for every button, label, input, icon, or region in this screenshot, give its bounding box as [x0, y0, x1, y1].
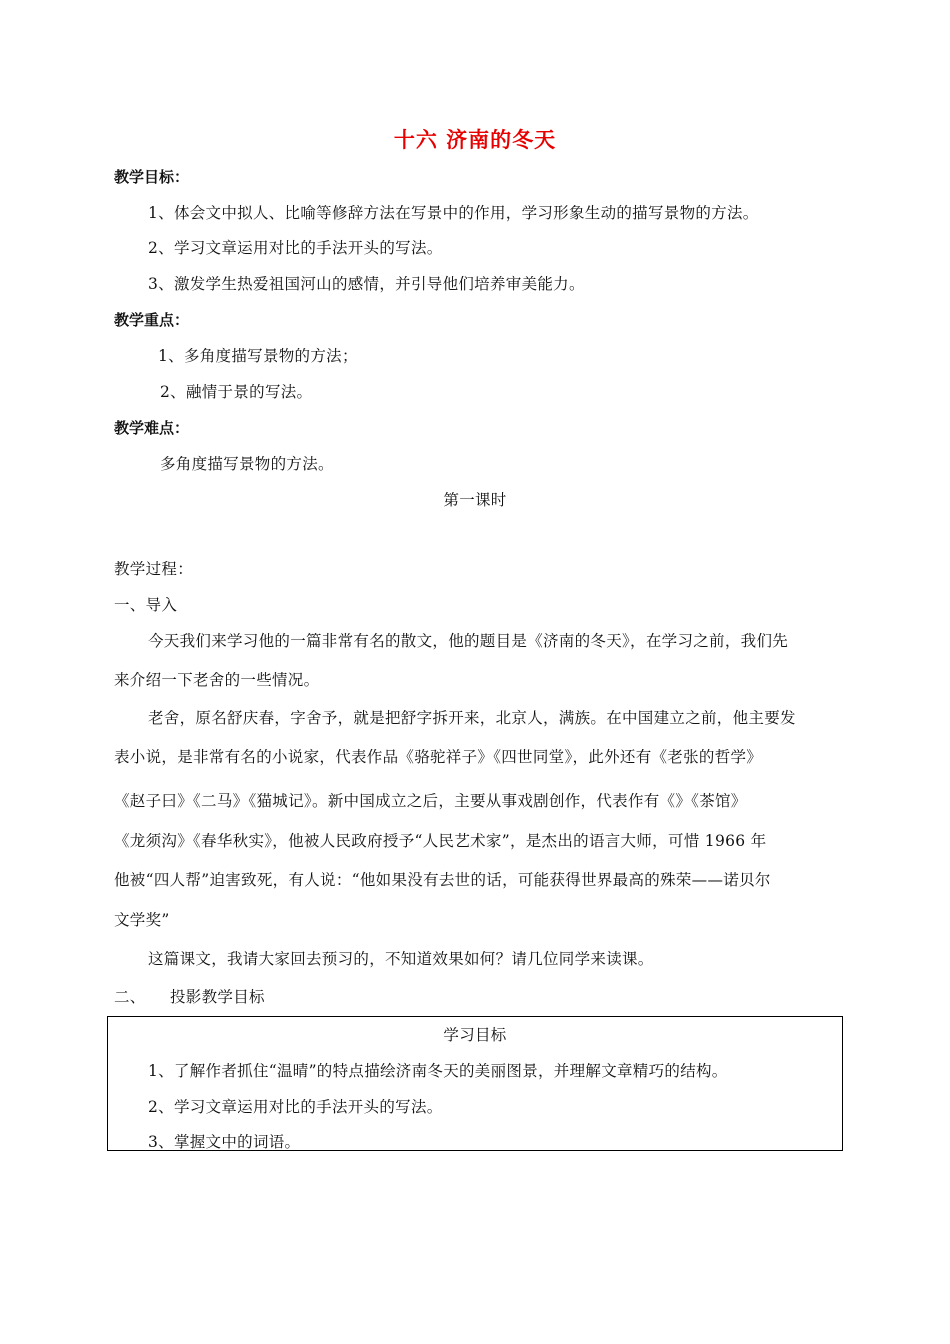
objectives-heading: 教学目标： [114, 168, 190, 186]
key-points-heading: 教学重点： [114, 311, 190, 329]
paragraph-line: 《赵子曰》《二马》《猫城记》。新中国成立之后，主要从事戏剧创作，代表作有《》《茶馆》 [114, 792, 747, 810]
box-title: 学习目标 [443, 1026, 507, 1044]
section-heading-number: 二、 [114, 988, 146, 1006]
objective-item: 1、体会文中拟人、比喻等修辞方法在写景中的作用，学习形象生动的描写景物的方法。 [148, 204, 759, 222]
box-item: 3、掌握文中的词语。 [148, 1133, 301, 1151]
paragraph-line: 表小说，是非常有名的小说家，代表作品《骆驼祥子》《四世同堂》，此外还有《老张的哲学》 [114, 748, 763, 766]
section-heading: 一、导入 [114, 596, 178, 614]
paragraph-line: 今天我们来学习他的一篇非常有名的散文，他的题目是《济南的冬天》，在学习之前，我们先 [148, 632, 789, 650]
difficulties-heading: 教学难点： [114, 419, 190, 437]
paragraph-line: 《龙须沟》《春华秋实》，他被人民政府授予“人民艺术家”，是杰出的语言大师，可惜 1966 年 [114, 832, 767, 850]
lesson-label: 第一课时 [443, 491, 507, 509]
box-item: 2、学习文章运用对比的手法开头的写法。 [148, 1098, 443, 1116]
section-heading: 投影教学目标 [170, 988, 265, 1006]
key-point-item: 1、多角度描写景物的方法； [158, 347, 358, 365]
paragraph-line: 来介绍一下老舍的一些情况。 [114, 671, 320, 689]
page-title: 十六 济南的冬天 [393, 128, 557, 152]
process-label: 教学过程： [114, 560, 194, 578]
paragraph-line: 这篇课文，我请大家回去预习的，不知道效果如何？请几位同学来读课。 [148, 950, 654, 968]
objective-item: 3、激发学生热爱祖国河山的感情，并引导他们培养审美能力。 [148, 275, 585, 293]
key-point-item: 2、融情于景的写法。 [160, 383, 313, 401]
objectives-box [107, 1016, 843, 1151]
box-item: 1、了解作者抓住“温晴”的特点描绘济南冬天的美丽图景，并理解文章精巧的结构。 [148, 1062, 728, 1080]
paragraph-line: 文学奖” [114, 911, 170, 929]
paragraph-line: 他被“四人帮”迫害致死，有人说：“他如果没有去世的话，可能获得世界最高的殊荣——诺贝尔 [114, 871, 771, 889]
objective-item: 2、学习文章运用对比的手法开头的写法。 [148, 239, 443, 257]
paragraph-line: 老舍，原名舒庆春，字舍予，就是把舒字拆开来，北京人，满族。在中国建立之前，他主要发 [148, 709, 796, 727]
difficulty-item: 多角度描写景物的方法。 [160, 455, 334, 473]
